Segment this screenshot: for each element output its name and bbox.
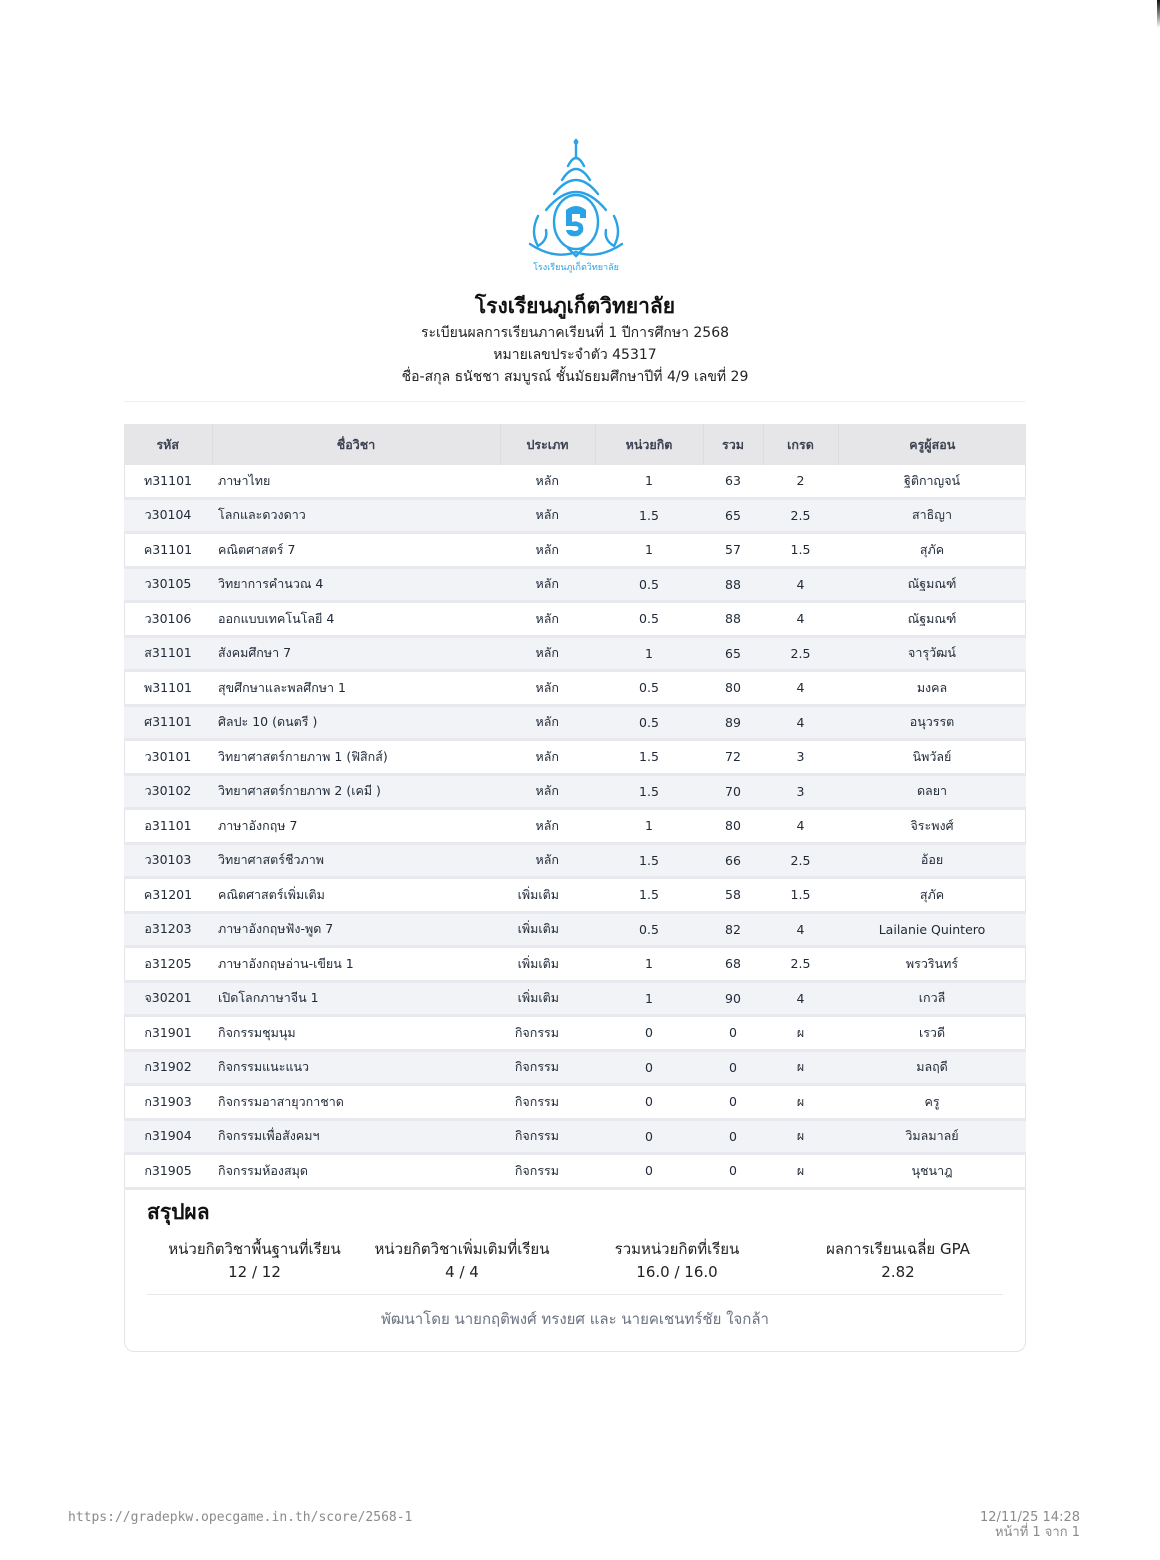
summary-label: รวมหน่วยกิตที่เรียน	[614, 1240, 740, 1258]
cell-type: หลัก	[500, 636, 595, 671]
cell-name: ภาษาไทย	[212, 465, 500, 498]
cell-total: 0	[703, 1154, 763, 1189]
cell-teacher: วิมลมาลย์	[838, 1119, 1026, 1154]
cell-credits: 1	[595, 465, 703, 498]
cell-type: หลัก	[500, 498, 595, 533]
table-header-row	[124, 424, 1026, 465]
cell-total: 82	[703, 912, 763, 947]
cell-type: เพิ่มเติม	[500, 981, 595, 1016]
cell-name: ออกแบบเทคโนโลยี 4	[212, 602, 500, 637]
cell-total: 88	[703, 567, 763, 602]
cell-teacher: Lailanie Quintero	[838, 912, 1026, 947]
cell-total: 72	[703, 740, 763, 775]
cell-type: หลัก	[500, 465, 595, 498]
cell-type: เพิ่มเติม	[500, 947, 595, 982]
cell-name: วิทยาศาสตร์กายภาพ 2 (เคมี )	[212, 774, 500, 809]
summary-label: หน่วยกิตวิชาเพิ่มเติมที่เรียน	[374, 1240, 550, 1258]
cell-type: กิจกรรม	[500, 1016, 595, 1051]
school-crest-icon	[524, 136, 628, 276]
cell-name: ศิลปะ 10 (ดนตรี )	[212, 705, 500, 740]
cell-name: สังคมศึกษา 7	[212, 636, 500, 671]
summary-value: 4 / 4	[445, 1263, 479, 1281]
cell-type: หลัก	[500, 602, 595, 637]
print-footer-url: https://gradepkw.opecgame.in.th/score/2568-1	[68, 1510, 413, 1525]
cell-teacher: จารุวัฒน์	[838, 636, 1026, 671]
cell-name: ภาษาอังกฤษอ่าน-เขียน 1	[212, 947, 500, 982]
cell-teacher: มลฤดี	[838, 1050, 1026, 1085]
table-row	[124, 1119, 1026, 1154]
cell-grade: ผ	[763, 1016, 838, 1051]
table-row	[124, 947, 1026, 982]
table-row	[124, 809, 1026, 844]
header-name: ชื่อวิชา	[212, 424, 500, 465]
cell-credits: 0.5	[595, 705, 703, 740]
header-type: ประเภท	[500, 424, 595, 465]
cell-total: 89	[703, 705, 763, 740]
cell-code: อ31203	[124, 912, 212, 947]
cell-credits: 0.5	[595, 602, 703, 637]
table-row	[124, 533, 1026, 568]
summary-label: หน่วยกิตวิชาพื้นฐานที่เรียน	[168, 1240, 341, 1258]
cell-type: หลัก	[500, 809, 595, 844]
cell-total: 57	[703, 533, 763, 568]
cell-type: หลัก	[500, 740, 595, 775]
table-row	[124, 912, 1026, 947]
cell-code: จ30201	[124, 981, 212, 1016]
cell-type: หลัก	[500, 533, 595, 568]
table-row	[124, 602, 1026, 637]
header-teacher: ครูผู้สอน	[838, 424, 1026, 465]
cell-total: 80	[703, 671, 763, 706]
developer-credits: พัฒนาโดย นายกฤติพงศ์ ทรงยศ และ นายคเชนทร์ชัย ใจกล้า	[381, 1310, 769, 1328]
cell-type: หลัก	[500, 843, 595, 878]
cell-credits: 1	[595, 981, 703, 1016]
cell-name: คณิตศาสตร์ 7	[212, 533, 500, 568]
print-page-number: หน้าที่ 1 จาก 1	[994, 1525, 1080, 1540]
cell-teacher: นุชนาฎ	[838, 1154, 1026, 1189]
cell-teacher: มงคล	[838, 671, 1026, 706]
cell-credits: 0	[595, 1016, 703, 1051]
cell-name: สุขศึกษาและพลศึกษา 1	[212, 671, 500, 706]
cell-code: อ31101	[124, 809, 212, 844]
report-title: ระเบียนผลการเรียนภาคเรียนที่ 1 ปีการศึกษา 2568	[420, 325, 730, 341]
table-row	[124, 740, 1026, 775]
cell-credits: 1	[595, 533, 703, 568]
cell-code: ว30103	[124, 843, 212, 878]
cell-total: 65	[703, 636, 763, 671]
cell-type: เพิ่มเติม	[500, 878, 595, 913]
summary-total-credits	[562, 1238, 792, 1284]
cell-code: ส31101	[124, 636, 212, 671]
cell-teacher: จิระพงศ์	[838, 809, 1026, 844]
student-id: หมายเลขประจำตัว 45317	[493, 347, 657, 363]
table-row	[124, 1154, 1026, 1189]
cell-total: 90	[703, 981, 763, 1016]
cell-code: ว30106	[124, 602, 212, 637]
cell-total: 0	[703, 1085, 763, 1120]
cell-total: 80	[703, 809, 763, 844]
header-code: รหัส	[124, 424, 212, 465]
cell-type: กิจกรรม	[500, 1085, 595, 1120]
cell-grade: ผ	[763, 1085, 838, 1120]
cell-teacher: พรวรินทร์	[838, 947, 1026, 982]
cell-code: อ31205	[124, 947, 212, 982]
cell-name: วิทยาศาสตร์ชีวภาพ	[212, 843, 500, 878]
cell-grade: 1.5	[763, 533, 838, 568]
cell-teacher: สาธิญา	[838, 498, 1026, 533]
cell-total: 0	[703, 1119, 763, 1154]
cell-credits: 0	[595, 1050, 703, 1085]
table-row	[124, 705, 1026, 740]
cell-type: หลัก	[500, 705, 595, 740]
cell-code: ก31902	[124, 1050, 212, 1085]
cell-name: กิจกรรมห้องสมุด	[212, 1154, 500, 1189]
logo-caption: โรงเรียนภูเก็ตวิทยาลัย	[533, 263, 619, 273]
cell-teacher: อนุวรรต	[838, 705, 1026, 740]
cell-credits: 0	[595, 1119, 703, 1154]
cell-code: ก31905	[124, 1154, 212, 1189]
cell-grade: ผ	[763, 1050, 838, 1085]
table-row	[124, 465, 1026, 498]
cell-teacher: สุภัค	[838, 533, 1026, 568]
cell-code: ค31101	[124, 533, 212, 568]
cell-code: ก31901	[124, 1016, 212, 1051]
table-row	[124, 567, 1026, 602]
cell-code: ว30102	[124, 774, 212, 809]
summary-basic-credits	[147, 1238, 362, 1284]
print-datetime: 12/11/25 14:28	[980, 1510, 1080, 1525]
cell-name: ภาษาอังกฤษฟัง-พูด 7	[212, 912, 500, 947]
table-row	[124, 774, 1026, 809]
cell-name: วิทยาศาสตร์กายภาพ 1 (ฟิสิกส์)	[212, 740, 500, 775]
cell-credits: 1.5	[595, 843, 703, 878]
cell-teacher: ครู	[838, 1085, 1026, 1120]
cell-credits: 0.5	[595, 671, 703, 706]
cell-type: หลัก	[500, 671, 595, 706]
table-row	[124, 843, 1026, 878]
cell-code: ว30101	[124, 740, 212, 775]
cell-credits: 1.5	[595, 878, 703, 913]
cell-code: ศ31101	[124, 705, 212, 740]
school-name: โรงเรียนภูเก็ตวิทยาลัย	[474, 294, 676, 318]
header-divider	[124, 401, 1026, 402]
cell-credits: 1	[595, 636, 703, 671]
summary-label: ผลการเรียนเฉลี่ย GPA	[826, 1240, 970, 1258]
cell-teacher: ณัฐมณฑ์	[838, 602, 1026, 637]
summary-title: สรุปผล	[147, 1200, 210, 1224]
cell-total: 58	[703, 878, 763, 913]
cell-total: 0	[703, 1050, 763, 1085]
cell-grade: 4	[763, 912, 838, 947]
cell-type: กิจกรรม	[500, 1050, 595, 1085]
cell-credits: 1.5	[595, 774, 703, 809]
cell-teacher: สุภัค	[838, 878, 1026, 913]
cell-teacher: อ้อย	[838, 843, 1026, 878]
student-name: ชื่อ-สกุล ธนัชชา สมบูรณ์ ชั้นมัธยมศึกษาปีที่ 4/9 เลขที่ 29	[401, 369, 749, 385]
table-row	[124, 671, 1026, 706]
cell-name: เปิดโลกภาษาจีน 1	[212, 981, 500, 1016]
cell-grade: 1.5	[763, 878, 838, 913]
cell-code: ว30104	[124, 498, 212, 533]
table-row	[124, 1050, 1026, 1085]
cell-name: กิจกรรมอาสายุวกาชาด	[212, 1085, 500, 1120]
cell-grade: 4	[763, 567, 838, 602]
cell-name: กิจกรรมเพื่อสังคมฯ	[212, 1119, 500, 1154]
cell-total: 66	[703, 843, 763, 878]
cell-type: กิจกรรม	[500, 1154, 595, 1189]
cell-grade: 4	[763, 705, 838, 740]
cell-grade: 4	[763, 809, 838, 844]
table-row	[124, 636, 1026, 671]
cell-grade: 2	[763, 465, 838, 498]
cell-code: พ31101	[124, 671, 212, 706]
cell-grade: 3	[763, 774, 838, 809]
cell-type: เพิ่มเติม	[500, 912, 595, 947]
summary-divider	[147, 1294, 1003, 1295]
cell-teacher: ดลยา	[838, 774, 1026, 809]
cell-credits: 0.5	[595, 567, 703, 602]
cell-grade: ผ	[763, 1119, 838, 1154]
grades-table	[124, 424, 1026, 1190]
header-credits: หน่วยกิต	[595, 424, 703, 465]
cell-credits: 1	[595, 809, 703, 844]
cell-code: ก31903	[124, 1085, 212, 1120]
cell-credits: 0.5	[595, 912, 703, 947]
cell-code: ว30105	[124, 567, 212, 602]
cell-credits: 1.5	[595, 740, 703, 775]
cell-credits: 0	[595, 1085, 703, 1120]
summary-gpa	[792, 1238, 1004, 1284]
cell-name: กิจกรรมแนะแนว	[212, 1050, 500, 1085]
summary-value: 16.0 / 16.0	[636, 1263, 718, 1281]
cell-name: ภาษาอังกฤษ 7	[212, 809, 500, 844]
cell-name: วิทยาการคำนวณ 4	[212, 567, 500, 602]
header-grade: เกรด	[763, 424, 838, 465]
cell-total: 0	[703, 1016, 763, 1051]
table-row	[124, 1016, 1026, 1051]
cell-type: หลัก	[500, 774, 595, 809]
cell-credits: 0	[595, 1154, 703, 1189]
cell-grade: 2.5	[763, 947, 838, 982]
print-footer-meta	[980, 1510, 1080, 1540]
table-row	[124, 498, 1026, 533]
cell-teacher: เรวดี	[838, 1016, 1026, 1051]
summary-additional-credits	[362, 1238, 562, 1284]
cell-type: หลัก	[500, 567, 595, 602]
summary-grid	[147, 1238, 1004, 1284]
cell-grade: 3	[763, 740, 838, 775]
cell-code: ก31904	[124, 1119, 212, 1154]
cell-teacher: ณัฐมณฑ์	[838, 567, 1026, 602]
cell-teacher: เกวลี	[838, 981, 1026, 1016]
table-row	[124, 878, 1026, 913]
summary-value: 12 / 12	[228, 1263, 281, 1281]
cell-credits: 1	[595, 947, 703, 982]
cell-grade: 2.5	[763, 498, 838, 533]
cell-grade: 4	[763, 671, 838, 706]
cell-total: 68	[703, 947, 763, 982]
cell-total: 65	[703, 498, 763, 533]
cell-grade: 4	[763, 981, 838, 1016]
cell-type: กิจกรรม	[500, 1119, 595, 1154]
cell-teacher: ฐิติกาญจน์	[838, 465, 1026, 498]
cell-grade: 2.5	[763, 843, 838, 878]
cell-code: ท31101	[124, 465, 212, 498]
cell-name: คณิตศาสตร์เพิ่มเติม	[212, 878, 500, 913]
cell-code: ค31201	[124, 878, 212, 913]
cell-grade: ผ	[763, 1154, 838, 1189]
cell-grade: 2.5	[763, 636, 838, 671]
cell-teacher: นิพวัลย์	[838, 740, 1026, 775]
cell-credits: 1.5	[595, 498, 703, 533]
cell-grade: 4	[763, 602, 838, 637]
header-total: รวม	[703, 424, 763, 465]
report-header	[124, 290, 1026, 388]
cell-total: 70	[703, 774, 763, 809]
summary-value: 2.82	[881, 1263, 915, 1281]
table-row	[124, 981, 1026, 1016]
cell-total: 88	[703, 602, 763, 637]
cell-total: 63	[703, 465, 763, 498]
cell-name: กิจกรรมชุมนุม	[212, 1016, 500, 1051]
table-row	[124, 1085, 1026, 1120]
cell-name: โลกและดวงดาว	[212, 498, 500, 533]
